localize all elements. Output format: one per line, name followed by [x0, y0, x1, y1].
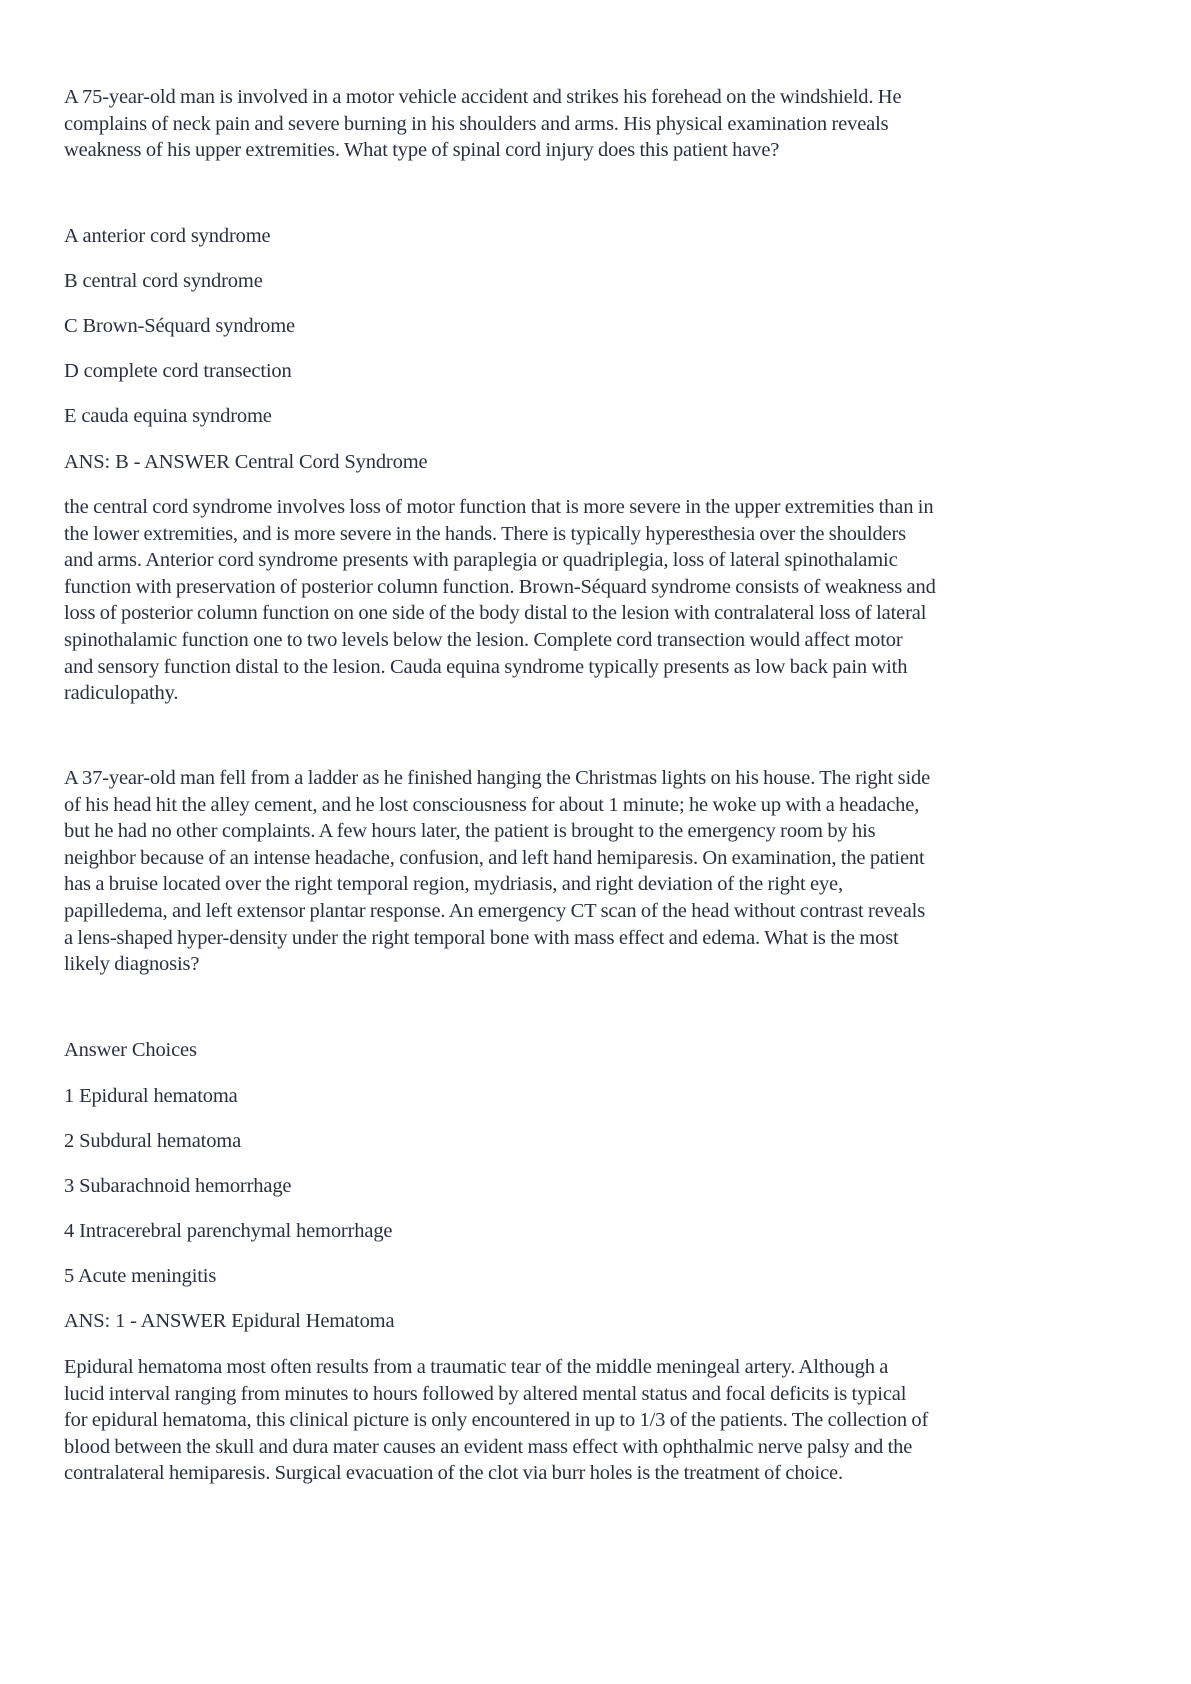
question1-stem-line: weakness of his upper extremities. What type of spinal cord injury does this patient have?	[64, 139, 780, 162]
question2-choice-5: 5 Acute meningitis	[64, 1265, 217, 1287]
question1-stem-line: A 75-year-old man is involved in a motor vehicle accident and strikes his forehead on the windshield. He	[64, 86, 902, 108]
question1-explanation-line: and sensory function distal to the lesion. Cauda equina syndrome typically presents as low back pain with	[64, 655, 908, 678]
question1-explanation-line: and arms. Anterior cord syndrome presents with paraplegia or quadriplegia, loss of lateral spinothalamic	[64, 549, 898, 572]
question2-answer: ANS: 1 - ANSWER Epidural Hematoma	[64, 1310, 395, 1332]
question2-explanation-line: Epidural hematoma most often results from a traumatic tear of the middle meningeal artery. Although a	[64, 1356, 889, 1378]
question1-explanation-line: radiculopathy.	[64, 682, 179, 705]
question2-stem	[64, 765, 1132, 978]
question2-choices-heading: Answer Choices	[64, 1039, 197, 1061]
question2-stem-line: papilledema, and left extensor plantar response. An emergency CT scan of the head without contrast reveals	[64, 899, 926, 922]
question1-choice-e: E cauda equina syndrome	[64, 405, 272, 427]
question1-choice-b: B central cord syndrome	[64, 270, 263, 292]
question2-explanation-line: for epidural hematoma, this clinical picture is only encountered in up to 1/3 of the patients. The collection of	[64, 1409, 929, 1432]
question2-stem-line: neighbor because of an intense headache, confusion, and left hand hemiparesis. On examination, the patient	[64, 846, 925, 869]
question2-choice-1: 1 Epidural hematoma	[64, 1085, 238, 1107]
question2-explanation	[64, 1354, 1132, 1487]
question1-choice-c: C Brown-Séquard syndrome	[64, 315, 295, 337]
question2-stem-line: of his head hit the alley cement, and he lost consciousness for about 1 minute; he woke up with a headache,	[64, 793, 920, 816]
question1-explanation-line: the lower extremities, and is more severe in the hands. There is typically hyperesthesia over the shoulders	[64, 522, 907, 545]
question1-explanation-line: function with preservation of posterior column function. Brown-Séquard syndrome consists of weakness and	[64, 575, 936, 598]
question1-stem	[64, 84, 1132, 164]
question1-explanation-line: loss of posterior column function on one side of the body distal to the lesion with contralateral loss of lateral	[64, 602, 927, 625]
question1-explanation-line: the central cord syndrome involves loss of motor function that is more severe in the upper extremities than in	[64, 496, 934, 518]
question2-explanation-line: contralateral hemiparesis. Surgical evacuation of the clot via burr holes is the treatment of choice.	[64, 1462, 843, 1485]
question2-explanation-line: lucid interval ranging from minutes to hours followed by altered mental status and focal deficits is typical	[64, 1382, 907, 1405]
question2-stem-line: a lens-shaped hyper-density under the right temporal bone with mass effect and edema. What is the most	[64, 926, 899, 949]
question2-stem-line: A 37-year-old man fell from a ladder as he finished hanging the Christmas lights on his house. The right side	[64, 767, 931, 789]
question1-answer: ANS: B - ANSWER Central Cord Syndrome	[64, 451, 428, 473]
question2-stem-line: likely diagnosis?	[64, 953, 200, 976]
question2-choice-4: 4 Intracerebral parenchymal hemorrhage	[64, 1220, 393, 1242]
question1-explanation	[64, 494, 1132, 707]
question2-choice-2: 2 Subdural hematoma	[64, 1130, 242, 1152]
question1-choice-d: D complete cord transection	[64, 360, 292, 382]
question1-explanation-line: spinothalamic function one to two levels below the lesion. Complete cord transection would affect motor	[64, 628, 903, 651]
question2-stem-line: has a bruise located over the right temporal region, mydriasis, and right deviation of the right eye,	[64, 873, 843, 896]
question1-stem-line: complains of neck pain and severe burning in his shoulders and arms. His physical examination reveals	[64, 112, 889, 135]
question2-choice-3: 3 Subarachnoid hemorrhage	[64, 1175, 292, 1197]
question2-stem-line: but he had no other complaints. A few hours later, the patient is brought to the emergency room by his	[64, 820, 876, 843]
question1-choice-a: A anterior cord syndrome	[64, 225, 271, 247]
question2-explanation-line: blood between the skull and dura mater causes an evident mass effect with ophthalmic nerve palsy and the	[64, 1435, 913, 1458]
